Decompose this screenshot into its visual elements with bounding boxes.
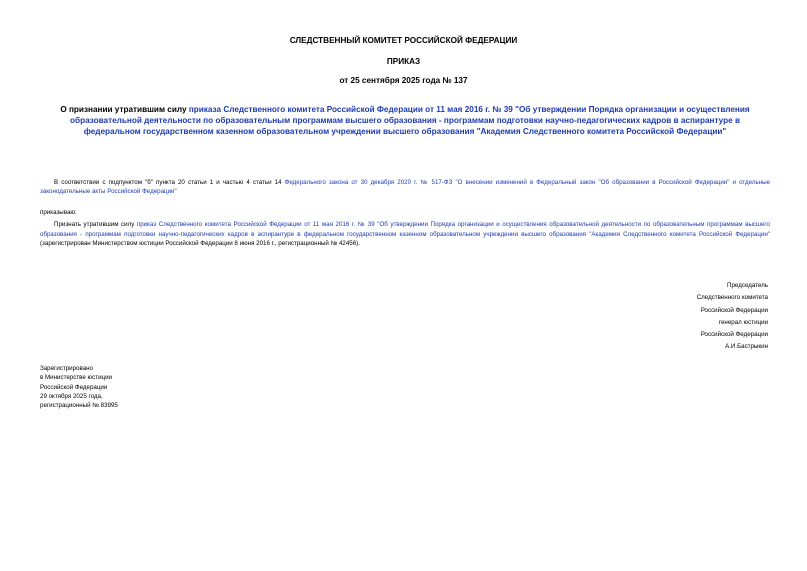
registration-line: в Министерстве юстиции (40, 374, 113, 382)
signature-line: Председатель (727, 282, 768, 289)
title-prefix: О признании утратившим силу (60, 105, 189, 114)
signature-line: генерал юстиции (718, 318, 768, 326)
signature-block (697, 280, 768, 354)
registration-date: 29 октября 2025 года, (40, 392, 103, 400)
item-prefix: Признать утратившим силу (54, 221, 137, 228)
registration-line: Российской Федерации (40, 383, 108, 391)
document-title (60, 104, 750, 138)
registration-number: регистрационный № 83995 (40, 402, 118, 410)
basis-law-link[interactable]: Федерального закона от 30 декабря 2020 г. № 517-ФЗ "О внесении изменений в Федеральный закон "Об образовании в Российской Федерации" и отдельные законодательные акты Российской Федерации" (40, 179, 770, 196)
signature-line: Российской Федерации (700, 331, 768, 339)
legal-basis-paragraph (40, 178, 770, 197)
item-suffix: (зарегистрирован Министерством юстиции Российской Федерации 8 июня 2016 г., регистрационный № 42456). (40, 240, 360, 248)
title-link[interactable]: приказа Следственного комитета Российской Федерации от 11 мая 2016 г. № 39 "Об утверждении Порядка организации и осуществления образовательной деятельности по образовательным программам высшего образования - программам подготовки научно-педагогических кадров в аспирантуре в федеральном государственном казенном образовательном учреждении высшего образования "Академия Следственного комитета Российской Федерации" (70, 105, 750, 137)
signature-line: Следственного комитета (696, 294, 768, 302)
signature-line: Российской Федерации (700, 306, 768, 314)
issuing-authority: СЛЕДСТВЕННЫЙ КОМИТЕТ РОССИЙСКОЙ ФЕДЕРАЦИИ (289, 36, 518, 45)
document-date-number: от 25 сентября 2025 года № 137 (339, 76, 468, 85)
decree-item (40, 220, 770, 249)
decree-word: приказываю: (40, 209, 77, 216)
signatory-name: А.И.Бастрыкин (725, 343, 768, 351)
document-type: ПРИКАЗ (386, 57, 421, 66)
registration-block (40, 364, 118, 410)
basis-prefix: В соответствии с подпунктом "б" пункта 20 статьи 1 и частью 4 статьи 14 (54, 179, 285, 186)
registration-line: Зарегистрировано (40, 365, 93, 372)
item-order-link[interactable]: приказ Следственного комитета Российской Федерации от 11 мая 2016 г. № 39 "Об утверждении Порядка организации и осуществления образовательной деятельности по образовательным программам высшего образования - программам подготовки научно-педагогических кадров в аспирантуре в федеральном государственном казенном образовательном учреждении высшего образования "Академия Следственного комитета Российской Федерации" (40, 221, 770, 238)
